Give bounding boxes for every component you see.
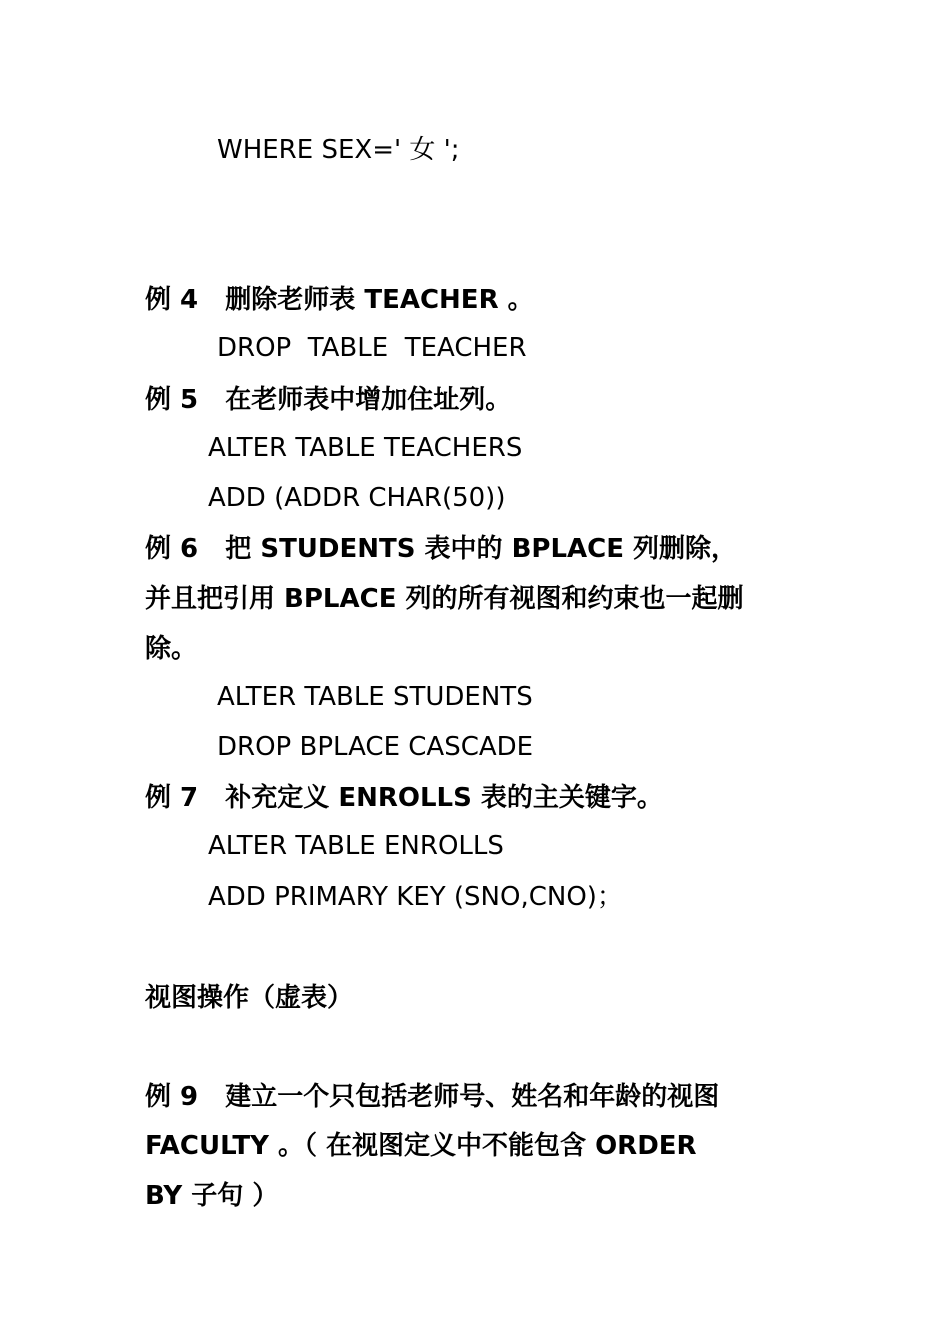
example-5-heading: 例 5 在老师表中增加住址列。: [145, 385, 512, 415]
example-6-heading: 例 6 把 STUDENTS 表中的 BPLACE 列删除，: [145, 534, 738, 564]
code-line-drop-bplace: DROP BPLACE CASCADE: [217, 732, 534, 762]
code-line-drop-table: DROP TABLE TEACHER: [217, 333, 527, 363]
example-4-heading: 例 4 删除老师表 TEACHER 。: [145, 285, 534, 315]
code-line-where-sex: WHERE SEX=' 女 ';: [217, 135, 460, 165]
code-line-alter-teachers: ALTER TABLE TEACHERS: [208, 433, 523, 463]
code-line-alter-students: ALTER TABLE STUDENTS: [217, 682, 533, 712]
example-6-heading-end: 除。: [145, 634, 198, 664]
example-9-heading-end: BY 子句 ）: [145, 1181, 279, 1211]
section-heading-views: 视图操作（虚表）: [145, 983, 354, 1013]
example-6-heading-cont: 并且把引用 BPLACE 列的所有视图和约束也一起删: [145, 584, 744, 614]
example-7-heading: 例 7 补充定义 ENROLLS 表的主关键字。: [145, 783, 663, 813]
code-line-alter-enrolls: ALTER TABLE ENROLLS: [208, 831, 504, 861]
example-9-heading: 例 9 建立一个只包括老师号、姓名和年龄的视图: [145, 1082, 720, 1112]
example-9-heading-cont: FACULTY 。（ 在视图定义中不能包含 ORDER: [145, 1131, 697, 1161]
code-line-add-primary-key: ADD PRIMARY KEY (SNO,CNO)；: [208, 882, 623, 912]
code-line-add-addr: ADD (ADDR CHAR(50)): [208, 483, 506, 513]
